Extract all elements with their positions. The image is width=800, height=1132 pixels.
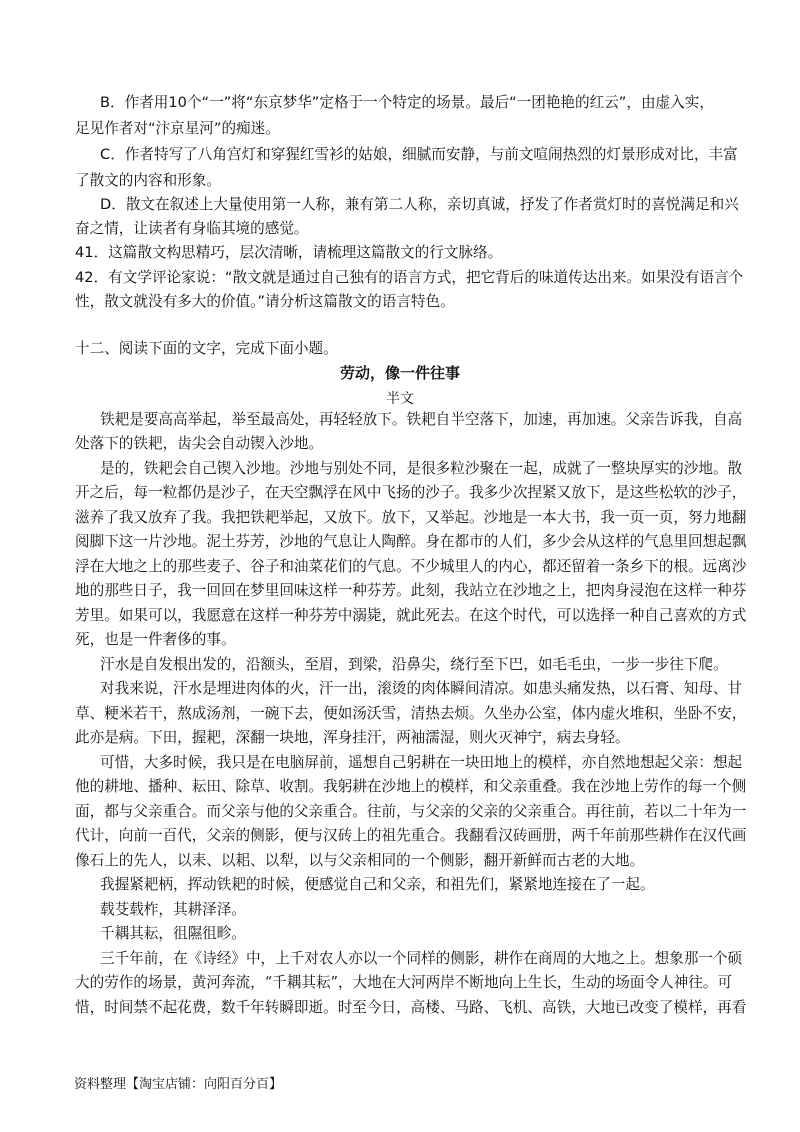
article-text-line: 地的那些日子，我一回回在梦里回味这样一种芬芳。此刻，我站立在沙地之上，把肉身浸泡在这样一种芬 <box>75 582 747 599</box>
article-title: 劳动，像一件往事 <box>339 364 460 382</box>
article-text-line: 我握紧耙柄，挥动铁耙的时候，便感觉自己和父亲，和祖先们，紧紧地连接在了一起。 <box>100 876 655 893</box>
question-text-line: 性，散文就没有多大的价值。”请分析这篇散文的语言特色。 <box>75 293 455 310</box>
question-text-line: D．散文在叙述上大量使用第一人称，兼有第二人称，亲切真诚，抒发了作者赏灯时的喜悦满足和兴 <box>100 196 739 213</box>
question-text-line: 了散文的内容和形象。 <box>75 172 221 189</box>
question-text-line: B．作者用10个“一”将“东京梦华”定格于一个特定的场景。最后“一团艳艳的红云”，由虚入实， <box>100 94 714 111</box>
question-text-line: 42．有文学评论家说：“散文就是通过自己独有的语言方式，把它背后的味道传达出来。如果没有语言个 <box>75 269 744 286</box>
article-text-line: 像石上的先人，以耒、以耜、以犁，以与父亲相同的一个侧影，翻开新鲜而古老的大地。 <box>75 852 645 869</box>
article-text-line: 对我来说，汗水是埋进肉体的火，汗一出，滚烫的肉体瞬间清凉。如患头痛发热，以石膏、知母、甘 <box>100 680 743 697</box>
article-text-line: 处落下的铁耙，齿尖会自动锲入沙地。 <box>75 435 324 452</box>
article-text-line: 浮在大地之上的那些麦子、谷子和油菜花们的气息。不少城里人的内心，都还留着一条乡下的根。远离沙 <box>75 558 747 575</box>
article-text-line: 死，也是一件奢侈的事。 <box>75 631 236 648</box>
article-text-line: 此亦是病。下田，握耙，深翻一块地，浑身挂汗，两袖濡湿，则火灭神宁，病去身轻。 <box>75 729 630 746</box>
article-text-line: 草、粳米若干，熬成汤剂，一碗下去，便如汤沃雪，清热去烦。久坐办公室，体内虚火堆积，坐卧不安， <box>75 705 747 722</box>
article-text-line: 惜，时间禁不起花费，数千年转瞬即逝。时至今日，高楼、马路、飞机、高铁，大地已改变了模样，再看 <box>75 999 747 1016</box>
article-text-line: 阅脚下这一片沙地。泥土芬芳，沙地的气息让人陶醉。身在都市的人们，多少会从这样的气息里回想起飘 <box>75 533 747 550</box>
question-text-line: 41．这篇散文构思精巧，层次清晰，请梳理这篇散文的行文脉络。 <box>75 244 503 261</box>
question-text-line: 足见作者对“汴京星河”的痴迷。 <box>75 120 280 137</box>
article-text-line: 千耦其耘，徂隰徂畛。 <box>100 925 246 942</box>
article-text-line: 三千年前，在《诗经》中，上千对农人亦以一个同样的侧影，耕作在商周的大地之上。想象那一个硕 <box>100 950 743 967</box>
question-text-line: 奋之情，让读者有身临其境的感觉。 <box>75 220 309 237</box>
article-text-line: 开之后，每一粒都仍是沙子，在天空飘浮在风中飞扬的沙子。我多少次捏紧又放下，是这些松软的沙子， <box>75 484 747 501</box>
article-text-line: 是的，铁耙会自己锲入沙地。沙地与别处不同，是很多粒沙聚在一起，成就了一整块厚实的沙地。散 <box>100 460 743 477</box>
article-text-line: 大的劳作的场景，黄河奔流，“千耦其耘”，大地在大河两岸不断地向上生长，生动的场面令人神往。可 <box>75 974 733 991</box>
question-text-line: C．作者特写了八角宫灯和穿猩红雪衫的姑娘，细腻而安静，与前文喧闹热烈的灯景形成对比，丰富 <box>100 146 738 163</box>
article-author: 半文 <box>386 391 414 407</box>
article-text-line: 可惜，大多时候，我只是在电脑屏前，遥想自己躬耕在一块田地上的模样，亦自然地想起父亲：想起 <box>100 754 743 771</box>
article-text-line: 面，都与父亲重合。而父亲与他的父亲重合。往前，与父亲的父亲的父亲重合。再往前，若以二十年为一 <box>75 803 747 820</box>
article-text-line: 他的耕地、播种、耘田、除草、收割。我躬耕在沙地上的模样，和父亲重叠。我在沙地上劳作的每一个侧 <box>75 778 747 795</box>
article-text-line: 芳里。如果可以，我愿意在这样一种芬芳中溺毙，就此死去。在这个时代，可以选择一种自己喜欢的方式 <box>75 607 747 624</box>
question-text-line: 十二、阅读下面的文字，完成下面小题。 <box>75 340 338 357</box>
article-text-line: 代计，向前一百代，父亲的侧影，便与汉砖上的祖先重合。我翻看汉砖画册，两千年前那些耕作在汉代画 <box>75 827 747 844</box>
article-text-line: 滋养了我又放弃了我。我把铁耙举起，又放下。放下，又举起。沙地是一本大书，我一页一页，努力地翻 <box>75 509 747 526</box>
article-text-line: 铁耙是要高高举起，举至最高处，再轻轻放下。铁耙自半空落下，加速，再加速。父亲告诉我，自高 <box>100 411 743 428</box>
article-text-line: 汗水是自发根出发的，沿额头，至眉，到梁，沿鼻尖，绕行至下巴，如毛毛虫，一步一步往下爬。 <box>100 656 728 673</box>
footer-source: 资料整理【淘宝店铺：向阳百分百】 <box>74 1077 283 1092</box>
article-text-line: 载芟载柞，其耕泽泽。 <box>100 901 246 918</box>
